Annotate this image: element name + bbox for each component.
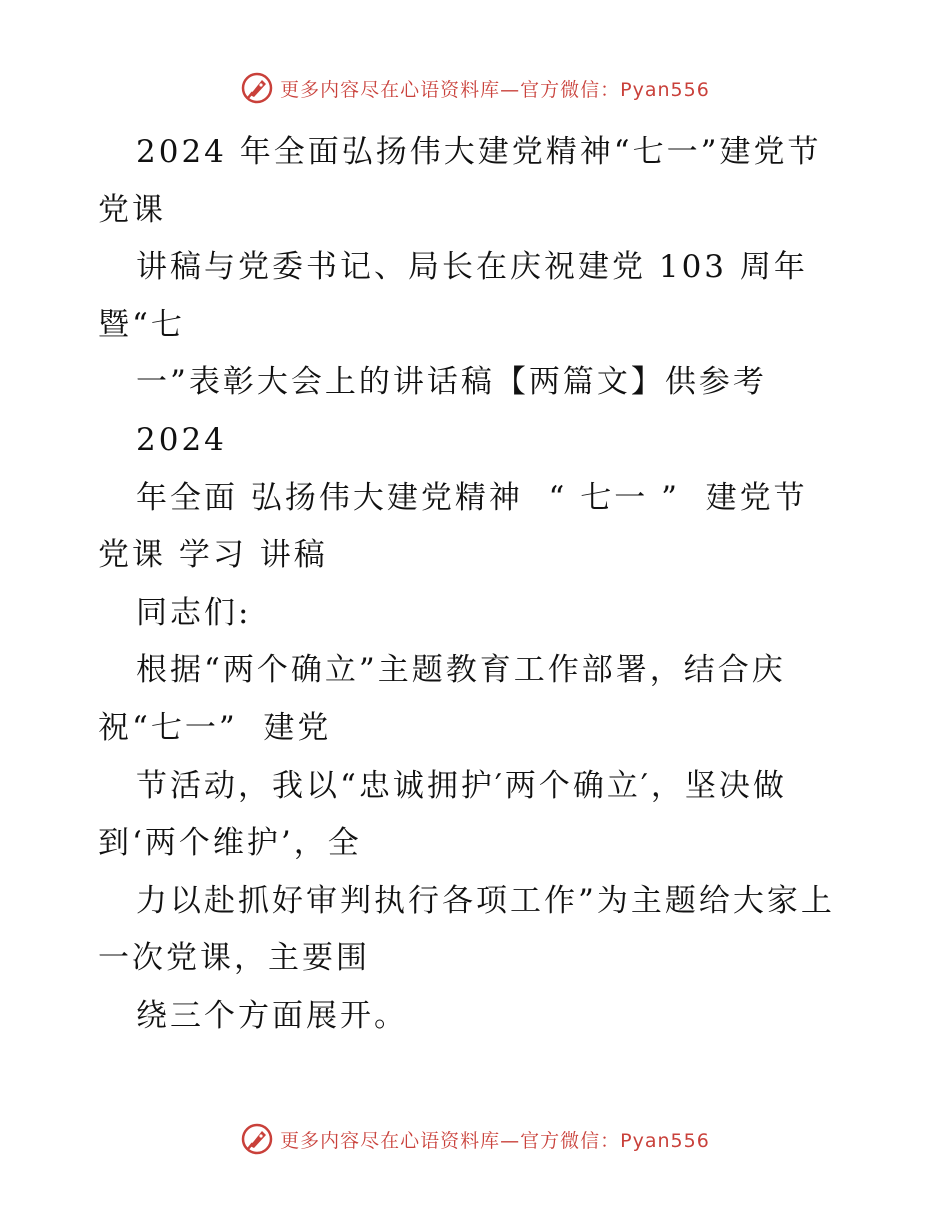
- text-line: 党课 学习 讲稿: [98, 537, 328, 574]
- text-line: 根据“两个确立”主题教育工作部署，结合庆: [136, 652, 786, 689]
- document-body: [98, 124, 888, 1046]
- text-line: 一”表彰大会上的讲话稿【两篇文】供参考: [136, 364, 767, 401]
- text-line: 一次党课，主要围: [98, 940, 370, 977]
- watermark-text: 更多内容尽在心语资料库—官方微信：Pyan556: [280, 1129, 710, 1152]
- text-line: 节活动，我以“忠诚拥护′两个确立′，坚决做: [136, 767, 787, 804]
- text-line: 同志们:: [136, 594, 252, 631]
- fountain-pen-logo-icon: [240, 71, 274, 105]
- text-line: 2024 年全面弘扬伟大建党精神“七一”建党节: [136, 134, 822, 170]
- text-line: 2024: [136, 421, 227, 458]
- text-line: 力以赴抓好审判执行各项工作”为主题给大家上: [136, 882, 835, 919]
- text-line: 党课: [98, 191, 166, 228]
- fountain-pen-logo-icon: [240, 1122, 274, 1156]
- text-line: 祝“七一” 建党: [98, 709, 332, 746]
- text-line: 到‘两个维护’，全: [98, 825, 362, 862]
- text-line: 年全面 弘扬伟大建党精神 “ 七一 ” 建党节: [136, 479, 808, 516]
- text-line: 讲稿与党委书记、局长在庆祝建党 103 周年: [136, 249, 808, 286]
- footer-watermark: [0, 1119, 950, 1159]
- watermark-text: 更多内容尽在心语资料库—官方微信：Pyan556: [280, 78, 710, 101]
- header-watermark: [0, 68, 950, 108]
- text-line: 绕三个方面展开。: [136, 997, 408, 1034]
- text-line: 暨“七: [98, 306, 185, 343]
